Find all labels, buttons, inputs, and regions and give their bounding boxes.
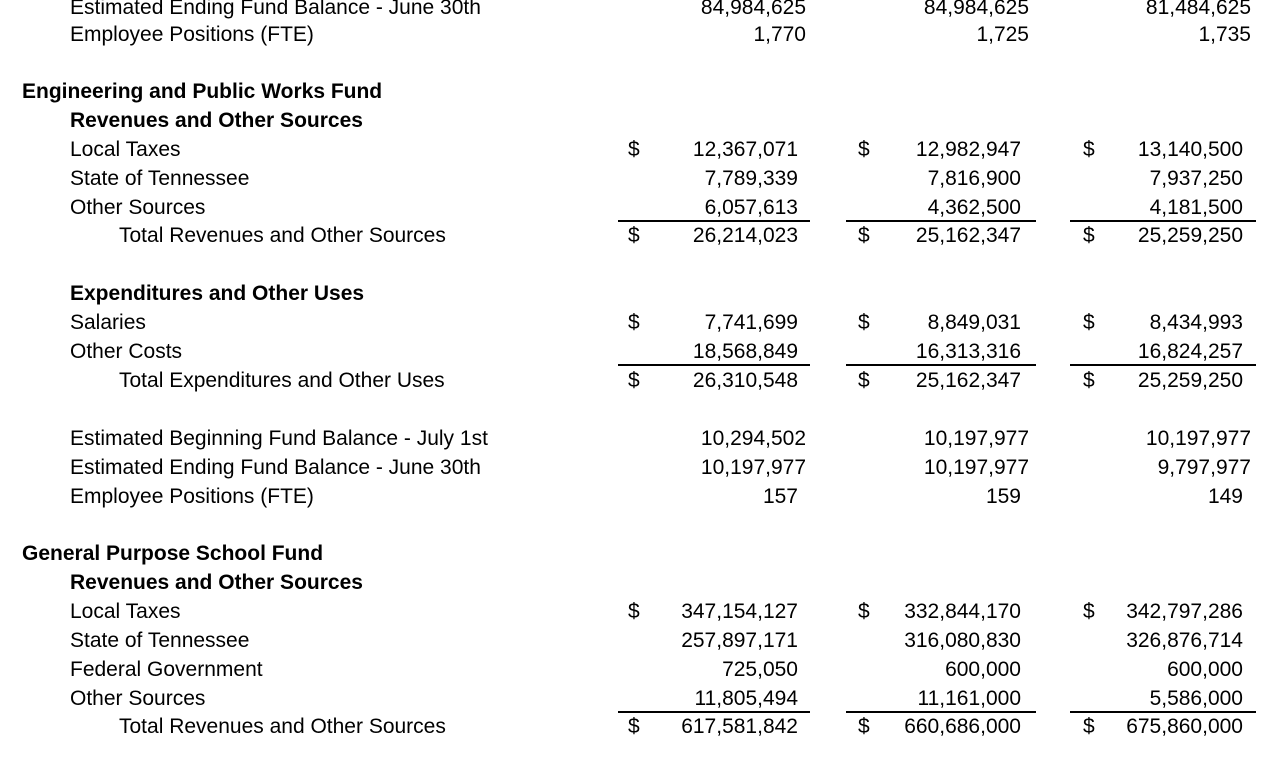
value-col-3: 1,735 [1198,23,1251,46]
value-col-3: 342,797,286 [1126,600,1243,623]
dollar-sign: $ [858,369,870,392]
value-col-2: 7,816,900 [927,167,1021,190]
table-row-gps-other [0,684,1280,713]
value-col-1: 347,154,127 [681,600,798,623]
value-col-2: 1,725 [976,23,1029,46]
row-label: Employee Positions (FTE) [70,23,314,46]
table-row-gps-federal [0,655,1280,684]
value-col-3: 25,259,250 [1137,369,1243,392]
value-col-2: 10,197,977 [923,427,1029,450]
value-col-2: 25,162,347 [915,369,1021,392]
value-col-1: 26,310,548 [692,369,798,392]
table-row-epw-other-costs [0,337,1280,366]
table-row-epw-beginning-balance [0,424,1280,453]
value-col-1: 84,984,625 [700,0,806,19]
table-row-epw-total-expenditures [0,366,1280,395]
row-label: Total Revenues and Other Sources [119,224,446,247]
row-label: Employee Positions (FTE) [70,485,314,508]
dollar-sign: $ [858,600,870,623]
value-col-3: 675,860,000 [1126,715,1243,738]
value-col-3: 5,586,000 [1149,687,1243,710]
dollar-sign: $ [1083,311,1095,334]
value-col-1: 6,057,613 [704,196,798,219]
section-header: Revenues and Other Sources [70,109,363,132]
value-col-1: 257,897,171 [681,629,798,652]
fund-title: General Purpose School Fund [22,542,324,565]
value-col-3: 326,876,714 [1126,629,1243,652]
value-col-2: 12,982,947 [915,138,1021,161]
row-label: Estimated Beginning Fund Balance - July 1st [70,427,488,450]
table-row-epw-local-taxes [0,135,1280,164]
value-col-2: 4,362,500 [927,196,1021,219]
fund-title: Engineering and Public Works Fund [22,80,383,103]
table-row-epw-state [0,164,1280,193]
value-col-1: 725,050 [722,658,798,681]
value-col-3: 9,797,977 [1157,456,1251,479]
row-label: Estimated Ending Fund Balance - June 30th [70,0,481,19]
dollar-sign: $ [1083,369,1095,392]
table-row-epw-fte [0,482,1280,511]
dollar-sign: $ [1083,715,1095,738]
row-label: Other Sources [70,196,206,219]
section-header-gps-revenues [0,568,1280,597]
value-col-1: 10,197,977 [700,456,806,479]
dollar-sign: $ [858,138,870,161]
value-col-1: 12,367,071 [692,138,798,161]
value-col-3: 4,181,500 [1149,196,1243,219]
table-row-epw-total-revenues [0,221,1280,250]
dollar-sign: $ [628,311,640,334]
value-col-1: 26,214,023 [692,224,798,247]
value-col-1: 1,770 [753,23,806,46]
row-label: State of Tennessee [70,167,250,190]
table-row-fte [0,20,1280,49]
value-col-3: 8,434,993 [1149,311,1243,334]
value-col-1: 7,741,699 [704,311,798,334]
dollar-sign: $ [858,311,870,334]
row-label: Total Revenues and Other Sources [119,715,446,738]
value-col-2: 16,313,316 [915,340,1021,363]
dollar-sign: $ [628,224,640,247]
fund-title-gps [0,539,1280,568]
value-col-2: 316,080,830 [904,629,1021,652]
dollar-sign: $ [628,600,640,623]
row-label: Total Expenditures and Other Uses [119,369,445,392]
value-col-2: 600,000 [945,658,1021,681]
row-label: Other Costs [70,340,183,363]
value-col-3: 13,140,500 [1137,138,1243,161]
value-col-2: 660,686,000 [904,715,1021,738]
value-col-1: 7,789,339 [704,167,798,190]
value-col-2: 11,161,000 [917,687,1021,710]
table-row-ending-balance [0,0,1280,22]
row-label: Local Taxes [70,138,181,161]
value-col-1: 18,568,849 [692,340,798,363]
dollar-sign: $ [628,715,640,738]
dollar-sign: $ [858,715,870,738]
section-header: Expenditures and Other Uses [70,282,365,305]
section-header: Revenues and Other Sources [70,571,363,594]
section-header-epw-expenditures [0,279,1280,308]
value-col-2: 84,984,625 [923,0,1029,19]
row-label: State of Tennessee [70,629,250,652]
dollar-sign: $ [1083,138,1095,161]
value-col-2: 332,844,170 [904,600,1021,623]
row-label: Salaries [70,311,146,334]
value-col-3: 10,197,977 [1145,427,1251,450]
table-row-epw-ending-balance [0,453,1280,482]
dollar-sign: $ [628,369,640,392]
value-col-3: 25,259,250 [1137,224,1243,247]
value-col-1: 617,581,842 [681,715,798,738]
row-label: Federal Government [70,658,263,681]
value-col-2: 8,849,031 [927,311,1021,334]
value-col-3: 600,000 [1167,658,1243,681]
value-col-1: 11,805,494 [694,687,798,710]
value-col-3: 7,937,250 [1149,167,1243,190]
value-col-3: 81,484,625 [1145,0,1251,19]
dollar-sign: $ [1083,600,1095,623]
dollar-sign: $ [628,138,640,161]
value-col-2: 25,162,347 [915,224,1021,247]
fund-title-epw [0,77,1280,106]
row-label: Local Taxes [70,600,181,623]
value-col-1: 157 [762,485,798,508]
value-col-2: 10,197,977 [923,456,1029,479]
value-col-2: 159 [985,485,1021,508]
dollar-sign: $ [858,224,870,247]
table-row-epw-other [0,193,1280,222]
value-col-1: 10,294,502 [700,427,806,450]
table-row-gps-total-revenues [0,712,1280,741]
table-row-gps-state [0,626,1280,655]
table-row-epw-salaries [0,308,1280,337]
row-label: Estimated Ending Fund Balance - June 30th [70,456,481,479]
dollar-sign: $ [1083,224,1095,247]
value-col-3: 149 [1207,485,1243,508]
value-col-3: 16,824,257 [1137,340,1243,363]
row-label: Other Sources [70,687,206,710]
table-row-gps-local-taxes [0,597,1280,626]
section-header-epw-revenues [0,106,1280,135]
